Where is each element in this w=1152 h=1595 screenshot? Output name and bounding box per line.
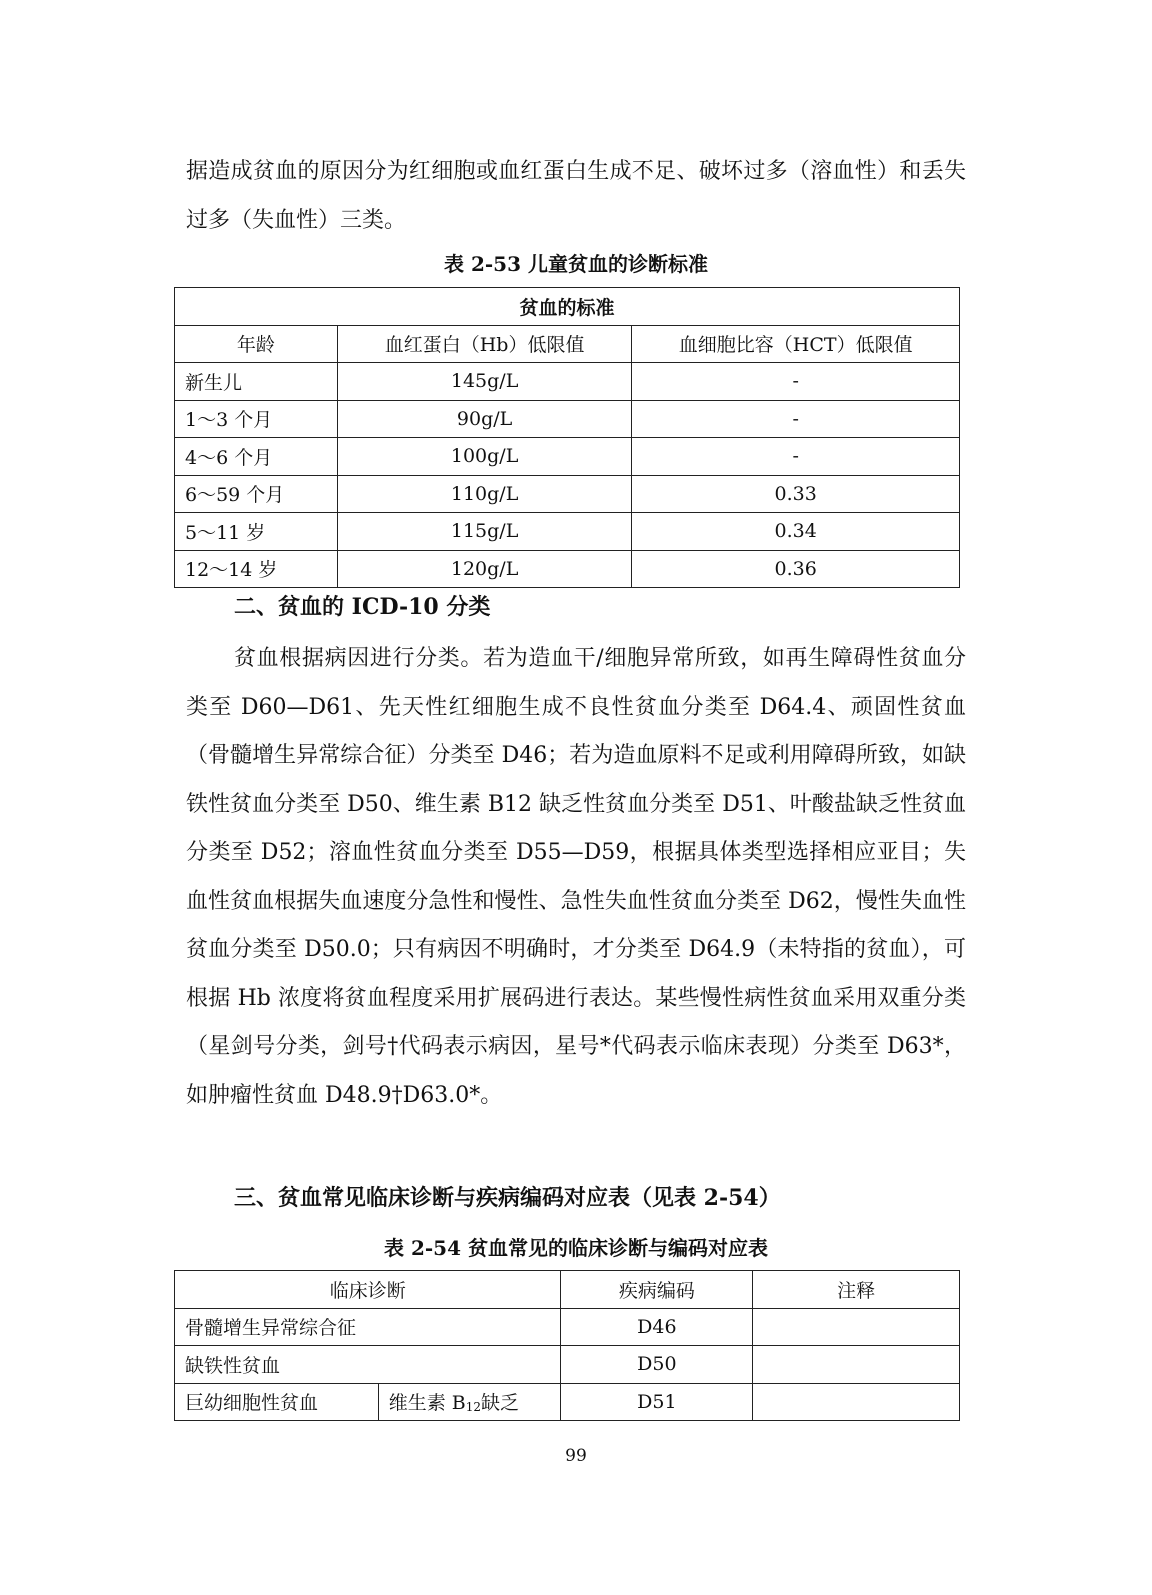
table-header-row xyxy=(175,325,960,363)
table-row xyxy=(175,1383,960,1421)
table-row xyxy=(175,513,960,551)
table-title-cell: 贫血的标准 xyxy=(175,288,960,326)
hb-cell: 90g/L xyxy=(337,400,632,438)
hct-cell: - xyxy=(632,400,960,438)
age-cell: 新生儿 xyxy=(175,363,338,401)
diagnosis-cell: 缺铁性贫血 xyxy=(175,1346,561,1384)
page-number: 99 xyxy=(565,1446,587,1466)
diagnosis-cell: 骨髓增生异常综合征 xyxy=(175,1308,561,1346)
table-row xyxy=(175,1308,960,1346)
age-cell: 1～3 个月 xyxy=(175,400,338,438)
diagnosis-code-table xyxy=(174,1270,960,1421)
note-cell xyxy=(753,1346,960,1384)
section-2-paragraph: 贫血根据病因进行分类。若为造血干/细胞异常所致，如再生障碍性贫血分类至 D60—D61、先天性红细胞生成不良性贫血分类至 D64.4、顽固性贫血（骨髓增生异常综合征）分类至 D46；若为造血原料不足或利用障碍所致，如缺铁性贫血分类至 D50、维生素 B12 缺乏性贫血分类至 D51、叶酸盐缺乏性贫血分类至 D52；溶血性贫血分类至 D55—D59，根据具体类型选择相应亚目；失血性贫血根据失血速度分急性和慢性、急性失血性贫血分类至 D62，慢性失血性贫血分类至 D50.0；只有病因不明确时，才分类至 D64.9（未特指的贫血），可根据 Hb 浓度将贫血程度采用扩展码进行表达。某些慢性病性贫血采用双重分类（星剑号分类，剑号†代码表示病因，星号*代码表示临床表现）分类至 D63*，如肿瘤性贫血 D48.9†D63.0*。 xyxy=(186,646,966,1108)
table-row xyxy=(175,400,960,438)
anemia-criteria-table xyxy=(174,287,960,588)
header-age: 年龄 xyxy=(175,325,338,363)
note-cell xyxy=(753,1308,960,1346)
hb-cell: 120g/L xyxy=(337,550,632,588)
hct-cell: 0.34 xyxy=(632,513,960,551)
sub-diagnosis-prefix: 维生素 B xyxy=(388,1392,466,1415)
note-cell xyxy=(753,1383,960,1421)
section-3-heading: 三、贫血常见临床诊断与疾病编码对应表（见表 2-54） xyxy=(234,1185,781,1211)
table-54-caption: 表 2-54 贫血常见的临床诊断与编码对应表 xyxy=(384,1236,768,1260)
table-row xyxy=(175,438,960,476)
code-cell: D46 xyxy=(561,1308,753,1346)
code-cell: D50 xyxy=(561,1346,753,1384)
hct-cell: - xyxy=(632,438,960,476)
header-code: 疾病编码 xyxy=(561,1271,753,1309)
code-cell: D51 xyxy=(561,1383,753,1421)
table-row xyxy=(175,363,960,401)
table-53-caption: 表 2-53 儿童贫血的诊断标准 xyxy=(444,252,708,276)
header-diagnosis: 临床诊断 xyxy=(175,1271,561,1309)
table-row xyxy=(175,550,960,588)
table-title-row xyxy=(175,288,960,326)
age-cell: 12～14 岁 xyxy=(175,550,338,588)
header-hb: 血红蛋白（Hb）低限值 xyxy=(337,325,632,363)
header-hct: 血细胞比容（HCT）低限值 xyxy=(632,325,960,363)
hct-cell: 0.33 xyxy=(632,475,960,513)
sub-diagnosis-subscript: 12 xyxy=(465,1400,482,1415)
hb-cell: 100g/L xyxy=(337,438,632,476)
header-note: 注释 xyxy=(753,1271,960,1309)
table-row xyxy=(175,1346,960,1384)
diagnosis-cell: 巨幼细胞性贫血 xyxy=(175,1383,379,1421)
hb-cell: 115g/L xyxy=(337,513,632,551)
table-header-row xyxy=(175,1271,960,1309)
hct-cell: - xyxy=(632,363,960,401)
hb-cell: 145g/L xyxy=(337,363,632,401)
table-row xyxy=(175,475,960,513)
age-cell: 5～11 岁 xyxy=(175,513,338,551)
age-cell: 6～59 个月 xyxy=(175,475,338,513)
sub-diagnosis-suffix: 缺乏 xyxy=(481,1392,520,1415)
section-2-heading: 二、贫血的 ICD-10 分类 xyxy=(234,594,491,620)
hct-cell: 0.36 xyxy=(632,550,960,588)
age-cell: 4～6 个月 xyxy=(175,438,338,476)
intro-paragraph: 据造成贫血的原因分为红细胞或血红蛋白生成不足、破坏过多（溶血性）和丢失过多（失血性）三类。 xyxy=(186,159,966,233)
hb-cell: 110g/L xyxy=(337,475,632,513)
sub-diagnosis-cell xyxy=(378,1383,561,1421)
